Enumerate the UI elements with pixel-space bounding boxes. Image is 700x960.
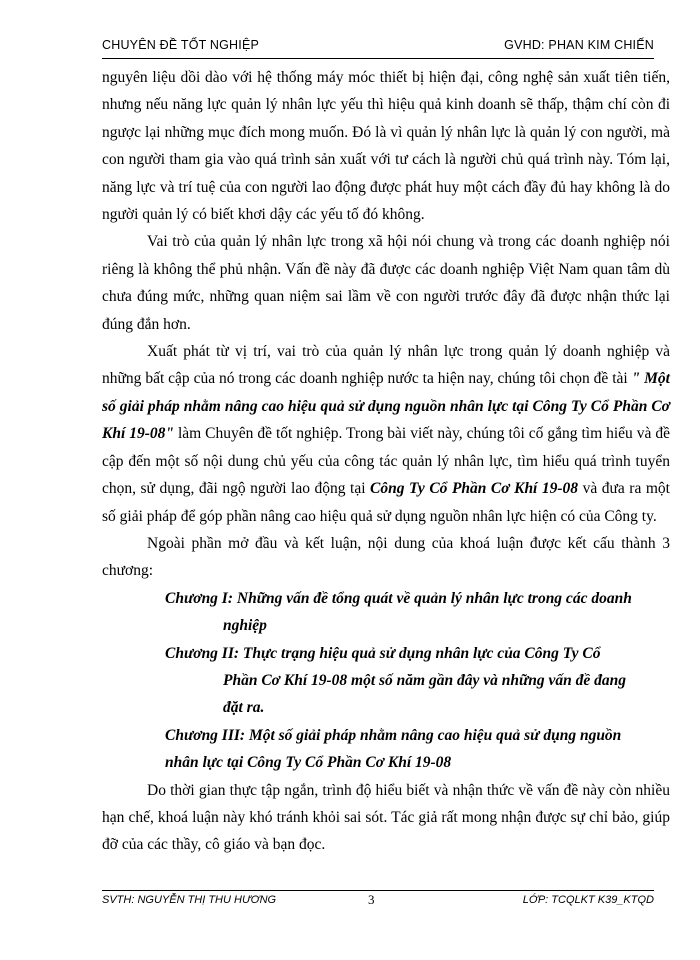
chapter-2-line-1: Chương II: Thực trạng hiệu quả sử dụng nhân lực của Công Ty Cổ <box>165 644 601 662</box>
chapter-2-line-2: Phần Cơ Khí 19-08 một số năm gần đây và những vấn đề đang <box>223 671 627 689</box>
company-name: Công Ty Cổ Phần Cơ Khí 19-08 <box>370 480 579 498</box>
page-footer <box>102 890 654 911</box>
chapter-1-line-1: Chương I: Những vấn đề tổng quát về quản lý nhân lực trong các doanh <box>165 589 632 607</box>
header-advisor: GVHD: PHAN KIM CHIẾN <box>504 38 654 52</box>
chapter-2-line-3: đặt ra. <box>223 699 265 717</box>
chapter-3-line-2: nhân lực tại Công Ty Cổ Phần Cơ Khí 19-08 <box>165 754 452 772</box>
paragraph-3 <box>102 338 670 530</box>
chapter-1-line-2: nghiệp <box>223 617 267 635</box>
paragraph-2: Vai trò của quản lý nhân lực trong xã hội nói chung và trong các doanh nghiệp nói riêng là không thể phủ nhận. Vấn đề này đã được các doanh nghiệp Việt Nam quan tâm dù chưa đúng mức, những quan niệm sai lầm về con người trước đây đã được nhận thức lại đúng đắn hơn. <box>102 233 670 333</box>
page-number: 3 <box>368 892 375 907</box>
chapter-1 <box>165 585 670 640</box>
footer-student: SVTH: NGUYỄN THỊ THU HƯƠNG <box>102 894 277 906</box>
header-title: CHUYÊN ĐỀ TỐT NGHIỆP <box>102 38 260 52</box>
paragraph-3-text-2: làm Chuyên đề tốt nghiệp. Trong bài viết này, chúng tôi cố gắng tìm hiểu và đề cập đến một số nội dung chủ yếu của công tác quản lý nhân lực, tìm hiểu quá trình tuyển chọn, sử dụng, đãi ngộ người lao động tại <box>102 425 670 498</box>
document-body <box>102 64 670 859</box>
chapter-3 <box>165 722 670 777</box>
paragraph-3-text-1: Xuất phát từ vị trí, vai trò của quản lý nhân lực trong quản lý doanh nghiệp và những bất cập của nó trong các doanh nghiệp nước ta hiện nay, chúng tôi chọn đề tài <box>102 343 670 388</box>
thesis-title: " Một số giải pháp nhằm nâng cao hiệu quả sử dụng nguồn nhân lực tại Công Ty Cổ Phần Cơ Khí 19-08" <box>102 370 670 443</box>
paragraph-3-text-3: và đưa ra một số giải pháp để góp phần nâng cao hiệu quả sử dụng nguồn nhân lực hiện có của Công ty. <box>102 480 670 525</box>
chapter-3-line-1: Chương III: Một số giải pháp nhằm nâng cao hiệu quả sử dụng nguồn <box>165 726 622 744</box>
paragraph-5: Do thời gian thực tập ngắn, trình độ hiểu biết và nhận thức về vấn đề này còn nhiều hạn chế, khoá luận này khó tránh khỏi sai sót. Tác giả rất mong nhận được sự chỉ bảo, giúp đỡ của các thầy, cô giáo và bạn đọc. <box>102 781 670 854</box>
paragraph-4: Ngoài phần mở đầu và kết luận, nội dung của khoá luận được kết cấu thành 3 chương: <box>102 534 670 580</box>
paragraph-1: nguyên liệu dồi dào với hệ thống máy móc thiết bị hiện đại, công nghệ sản xuất tiên tiến, nhưng nếu năng lực quản lý nhân lực yếu thì hiệu quả kinh doanh sẽ thấp, thậm chí còn đi ngược lại những mục đích mong muốn. Đó là vì quản lý nhân lực là quản lý con người, mà con người tham gia vào quá trình sản xuất với tư cách là người chủ quá trình này. Tóm lại, năng lực và trí tuệ của con người lao động được phát huy một cách đầy đủ hay không là do người quản lý có biết khơi dậy các yếu tố đó không. <box>102 69 670 224</box>
page-header <box>102 36 654 59</box>
chapter-2 <box>165 640 670 722</box>
footer-class: LỚP: TCQLKT K39_KTQD <box>522 894 654 906</box>
